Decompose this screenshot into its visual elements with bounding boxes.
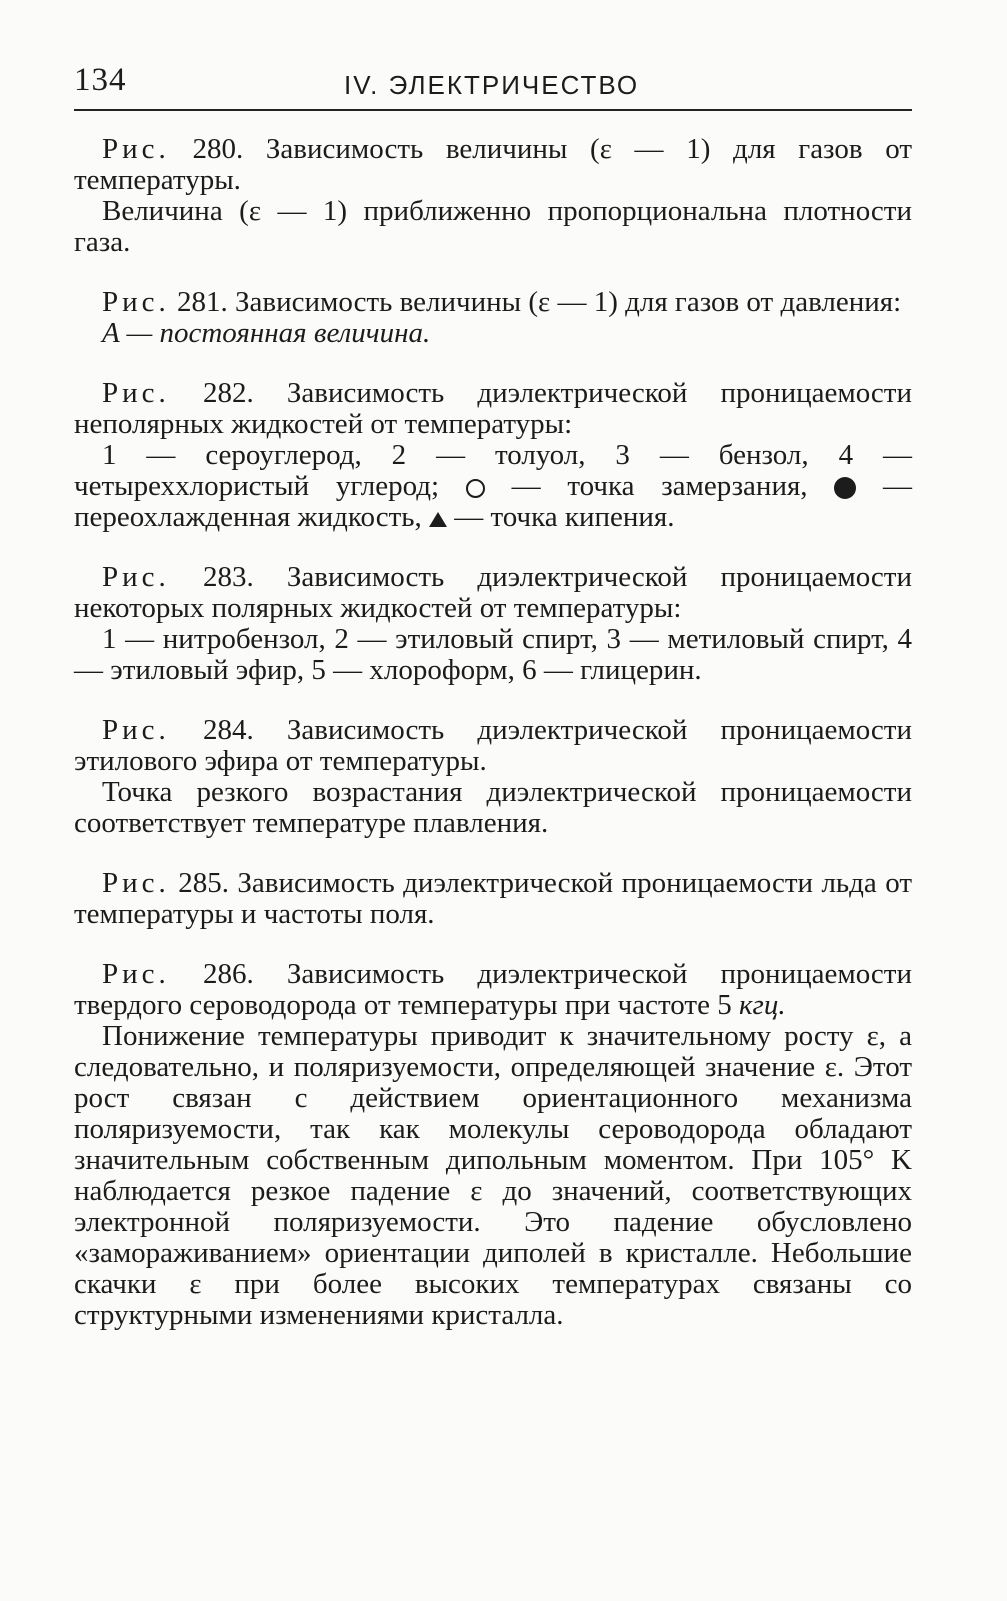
legend-boiling: — точка кипения. (454, 501, 675, 533)
figure-label: Рис. (102, 867, 170, 899)
caption-text: 286. Зависимость диэлектрической проницаемости твердого сероводорода от температуры при частоте 5 (74, 958, 912, 1021)
figure-label: Рис. (102, 561, 170, 593)
caption-paragraph (74, 868, 912, 930)
figure-label: Рис. (102, 286, 170, 318)
caption-paragraph: A — постоянная величина. (102, 317, 431, 349)
figure-label: Рис. (102, 377, 170, 409)
caption-list (74, 134, 912, 1331)
caption-text: 280. Зависимость величины (ε — 1) для газов от температуры. (74, 133, 912, 196)
page-number: 134 (74, 62, 127, 98)
section-title: IV. ЭЛЕКТРИЧЕСТВО (344, 70, 640, 100)
caption-paragraph (74, 562, 912, 624)
caption-fig-280 (74, 134, 912, 258)
caption-text: 281. Зависимость величины (ε — 1) для газов от давления: (177, 286, 902, 318)
figure-label: Рис. (102, 958, 170, 990)
caption-paragraph (74, 715, 912, 777)
figure-label: Рис. (102, 714, 170, 746)
figure-label: Рис. (102, 133, 170, 165)
caption-paragraph: 1 — нитробензол, 2 — этиловый спирт, 3 — метиловый спирт, 4 — этиловый эфир, 5 — хлороформ, 6 — глицерин. (74, 623, 912, 686)
open-circle-icon (466, 479, 485, 498)
caption-fig-286 (74, 959, 912, 1331)
caption-fig-281 (74, 287, 912, 349)
caption-legend (74, 440, 912, 533)
caption-paragraph: Величина (ε — 1) приближенно пропорциональна плотности газа. (74, 195, 912, 258)
caption-paragraph (74, 959, 912, 1021)
caption-text: 284. Зависимость диэлектрической проницаемости этилового эфира от температуры. (74, 714, 912, 777)
caption-fig-283 (74, 562, 912, 686)
running-head (74, 58, 912, 110)
caption-text: 282. Зависимость диэлектрической проницаемости неполярных жидкостей от температуры: (74, 377, 912, 440)
legend-items: 1 — сероуглерод, 2 — толуол, 3 — бензол, 4 — четыреххлористый углерод; (74, 439, 912, 502)
caption-paragraph: Понижение температуры приводит к значительному росту ε, а следовательно, и поляризуемости, определяющей значение ε. Этот рост связан с действием ориентационного механизма поляризуемости, так как молекулы сероводорода обладают значительным собственным дипольным моментом. При 105° K наблюдается резкое падение ε до значений, соответствующих электронной поляризуемости. Это падение обусловлено «замораживанием» ориентации диполей в кристалле. Небольшие скачки ε при более высоких температурах связаны со структурными изменениями кристалла. (74, 1020, 912, 1331)
caption-paragraph (74, 378, 912, 440)
legend-freezing: — точка замерзания, (511, 470, 808, 502)
caption-paragraph: Точка резкого возрастания диэлектрической проницаемости соответствует температуре плавления. (74, 776, 912, 839)
caption-paragraph (74, 287, 912, 318)
filled-circle-icon (834, 477, 856, 499)
caption-paragraph (74, 134, 912, 196)
caption-text: 285. Зависимость диэлектрической проницаемости льда от температуры и частоты поля. (74, 867, 913, 930)
caption-fig-285 (74, 868, 912, 930)
caption-text: 283. Зависимость диэлектрической проницаемости некоторых полярных жидкостей от температуры: (74, 561, 912, 624)
caption-fig-282 (74, 378, 912, 533)
legend-supercooled: — переохлажденная жидкость, (74, 470, 913, 533)
triangle-icon (429, 512, 447, 527)
header-rule (74, 109, 912, 111)
caption-fig-284 (74, 715, 912, 839)
frequency-unit: кгц. (738, 989, 786, 1021)
